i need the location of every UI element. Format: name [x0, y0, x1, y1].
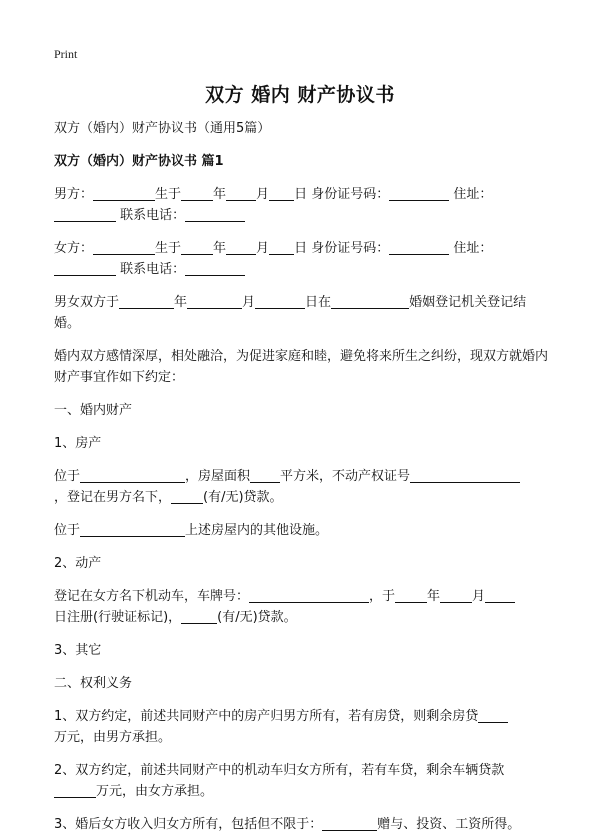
text-segment: 年 — [427, 589, 441, 604]
blank-month — [226, 185, 256, 201]
blank-id — [389, 185, 449, 201]
rights-clause-2 — [54, 760, 550, 802]
blank-office — [331, 293, 409, 309]
text-segment: 2、双方约定，前述共同财产中的机动车归女方所有，若有车贷，剩余车辆贷款 — [54, 763, 505, 778]
heading-marital-property: 一、婚内财产 — [54, 403, 133, 418]
year-text: 年 — [213, 241, 227, 256]
document-subtitle: 双方（婚内）财产协议书（通用5篇） — [54, 121, 271, 136]
blank-name — [93, 185, 155, 201]
wife-label: 女方： — [54, 241, 94, 256]
rights-clause-1 — [54, 706, 550, 748]
blank-loan — [171, 488, 203, 504]
text-segment: 万元，由女方承担。 — [96, 784, 214, 799]
blank-cert-no — [410, 467, 520, 483]
blank-day — [269, 185, 294, 201]
blank-location — [80, 467, 185, 483]
blank-day — [485, 587, 515, 603]
text-segment: 3、婚后女方收入归女方所有，包括但不限于： — [54, 817, 323, 832]
wife-info — [54, 238, 550, 280]
item-other: 3、其它 — [54, 643, 102, 658]
blank-phone — [185, 260, 245, 276]
blank-area — [250, 467, 280, 483]
address-text: 住址： — [453, 241, 493, 256]
text-segment: ，房屋面积 — [185, 469, 251, 484]
item-real-estate: 1、房产 — [54, 436, 102, 451]
blank-income — [322, 815, 377, 831]
phone-text: 联系电话： — [120, 262, 186, 277]
text-segment: 年 — [174, 295, 188, 310]
document-title: 双方 婚内 财产协议书 — [205, 84, 395, 106]
text-segment: 登记在女方名下机动车，车牌号： — [54, 589, 250, 604]
blank-plate — [249, 587, 369, 603]
section-heading: 双方（婚内）财产协议书 篇1 — [54, 154, 224, 169]
text-segment: ，登记在男方名下， — [54, 490, 172, 505]
blank-address — [54, 206, 116, 222]
day-id-text: 日 身份证号码： — [294, 241, 390, 256]
husband-info — [54, 184, 550, 226]
blank-phone — [185, 206, 245, 222]
marriage-registration — [54, 292, 550, 334]
month-text: 月 — [256, 241, 270, 256]
intro-paragraph: 婚内双方感情深厚，相处融洽，为促进家庭和睦，避免将来所生之纠纷，现双方就婚内财产事宜作如下约定： — [54, 349, 549, 385]
husband-label: 男方： — [54, 187, 94, 202]
blank-month — [440, 587, 472, 603]
phone-text: 联系电话： — [120, 208, 186, 223]
print-label: Print — [54, 47, 78, 61]
blank-year — [181, 185, 213, 201]
blank-location — [80, 521, 185, 537]
blank-name — [93, 239, 155, 255]
text-segment: 上述房屋内的其他设施。 — [185, 523, 329, 538]
blank-month — [187, 293, 242, 309]
text-segment: 位于 — [54, 523, 81, 538]
text-segment: 平方米，不动产权证号 — [280, 469, 411, 484]
house-clause — [54, 466, 550, 508]
blank-day — [255, 293, 305, 309]
year-text: 年 — [213, 187, 227, 202]
text-segment: 日在 — [305, 295, 332, 310]
facility-clause — [54, 520, 550, 541]
item-movable: 2、动产 — [54, 556, 102, 571]
text-segment: 1、双方约定，前述共同财产中的房产归男方所有，若有房贷，则剩余房贷 — [54, 709, 479, 724]
text-segment: 月 — [472, 589, 486, 604]
blank-year — [181, 239, 213, 255]
blank-amount — [54, 782, 96, 798]
month-text: 月 — [256, 187, 270, 202]
heading-rights-obligations: 二、权利义务 — [54, 676, 133, 691]
rights-clause-3 — [54, 814, 550, 835]
blank-loan — [181, 608, 217, 624]
text-segment: (有/无)贷款。 — [217, 610, 297, 625]
blank-day — [269, 239, 294, 255]
blank-amount — [478, 707, 508, 723]
blank-year — [395, 587, 427, 603]
blank-month — [226, 239, 256, 255]
text-segment: ，于 — [369, 589, 396, 604]
blank-year — [119, 293, 174, 309]
car-clause — [54, 586, 550, 628]
document-body — [54, 118, 550, 835]
text-segment: 万元，由男方承担。 — [54, 730, 172, 745]
born-text: 生于 — [155, 241, 182, 256]
text-segment: 位于 — [54, 469, 81, 484]
text-segment: 赠与、投资、工资所得。 — [377, 817, 521, 832]
text-segment: 男女双方于 — [54, 295, 120, 310]
born-text: 生于 — [155, 187, 182, 202]
blank-address — [54, 260, 116, 276]
text-segment: (有/无)贷款。 — [203, 490, 283, 505]
day-id-text: 日 身份证号码： — [294, 187, 390, 202]
text-segment: 月 — [242, 295, 256, 310]
address-text: 住址： — [453, 187, 493, 202]
text-segment: 日注册(行驶证标记)， — [54, 610, 182, 625]
text-segment: 婚姻登记机关登记结婚。 — [54, 295, 527, 331]
blank-id — [389, 239, 449, 255]
